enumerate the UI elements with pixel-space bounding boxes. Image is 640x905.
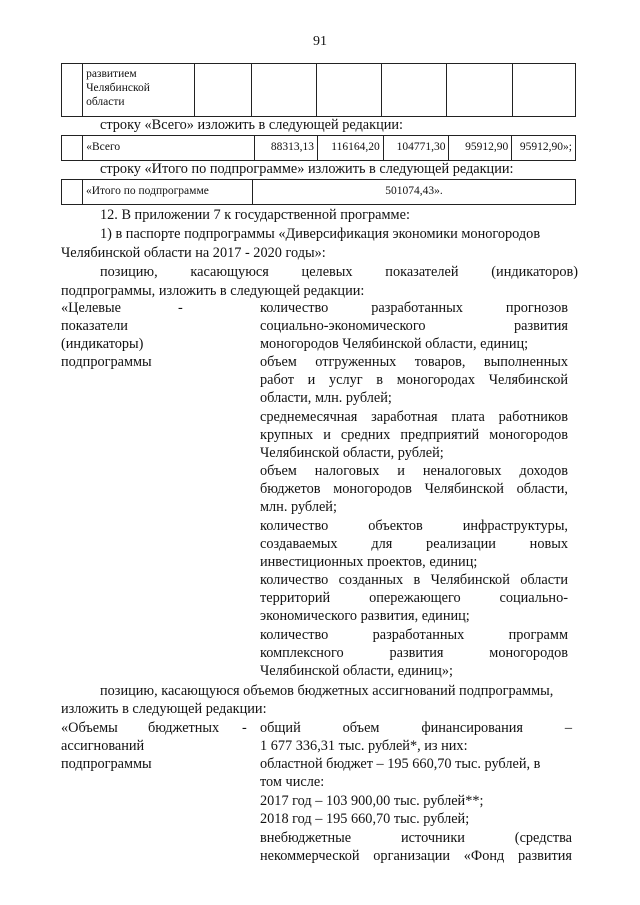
indicator-line: области, млн. рублей; <box>260 390 392 406</box>
financing-line: том числе: <box>260 774 325 790</box>
paragraph-1-line2: Челябинской области на 2017 - 2020 годы»: <box>61 245 326 261</box>
financing-line: внебюджетные источники (средства <box>260 830 572 846</box>
indicator-line: комплексного развития моногородов <box>260 645 568 661</box>
table-total-value: 104771,30 <box>383 136 449 161</box>
indicator-line: количество созданных в Челябинской области <box>260 572 568 588</box>
table-fragment-top <box>61 63 576 117</box>
financing-line: некоммерческой организации «Фонд развития <box>260 848 572 864</box>
indicator-line: крупных и средних предприятий моногородов <box>260 427 568 443</box>
page-number: 91 <box>313 34 327 49</box>
financing-line: 1 677 336,31 тыс. рублей*, из них: <box>260 738 468 754</box>
indicator-line: количество разработанных программ <box>260 627 568 643</box>
left-label-dash: - <box>178 300 183 316</box>
left-label: «Объемы <box>61 720 118 736</box>
indicator-line: млн. рублей; <box>260 499 337 515</box>
indicator-line: Челябинской области, рублей; <box>260 445 444 461</box>
indicator-line: объем отгруженных товаров, выполненных <box>260 354 568 370</box>
financing-line: 2017 год – 103 900,00 тыс. рублей**; <box>260 793 484 809</box>
left-label: показатели <box>61 318 128 334</box>
left-label: «Целевые <box>61 300 122 316</box>
left-label: бюджетных <box>148 720 220 736</box>
indicator-line: Челябинской области, единиц»; <box>260 663 453 679</box>
position1-line2: подпрограммы, изложить в следующей редакции: <box>61 283 365 299</box>
position2-line1: позицию, касающуюся объемов бюджетных ассигнований подпрограммы, <box>100 683 554 699</box>
table-total-value: 95912,90»; <box>512 136 576 161</box>
financing-line: областной бюджет – 195 660,70 тыс. рублей, в <box>260 756 541 772</box>
indicator-line: среднемесячная заработная плата работников <box>260 409 568 425</box>
indicator-line: создаваемых для реализации новых <box>260 536 568 552</box>
left-label: подпрограммы <box>61 756 152 772</box>
table-total <box>61 135 576 161</box>
indicator-line: социально-экономического развития <box>260 318 568 334</box>
financing-line: 2018 год – 195 660,70 тыс. рублей; <box>260 811 470 827</box>
table-itogo <box>61 179 576 205</box>
table-total-value: 88313,13 <box>255 136 318 161</box>
instruction-itogo: строку «Итого по подпрограмме» изложить в следующей редакции: <box>100 161 514 177</box>
indicator-line: моногородов Челябинской области, единиц; <box>260 336 529 352</box>
financing-line: общий объем финансирования – <box>260 720 572 736</box>
indicator-line: работ и услуг в моногородах Челябинской <box>260 372 568 388</box>
indicator-line: объем налоговых и неналоговых доходов <box>260 463 568 479</box>
indicator-line: бюджетов моногородов Челябинской области, <box>260 481 568 497</box>
table-total-value: 95912,90 <box>449 136 512 161</box>
left-label: подпрограммы <box>61 354 152 370</box>
table-itogo-value: 501074,43». <box>253 180 576 205</box>
left-label: (индикаторы) <box>61 336 144 352</box>
instruction-total: строку «Всего» изложить в следующей редакции: <box>100 117 403 133</box>
table-itogo-label: «Итого по подпрограмме <box>83 180 253 205</box>
position1-line1: позицию, касающуюся целевых показателей (индикаторов) <box>100 264 578 280</box>
indicator-line: инвестиционных проектов, единиц; <box>260 554 478 570</box>
position2-line2: изложить в следующей редакции: <box>61 701 267 717</box>
paragraph-1-line1: 1) в паспорте подпрограммы «Диверсификация экономики моногородов <box>100 226 541 242</box>
indicator-line: экономического развития, единиц; <box>260 608 470 624</box>
indicator-line: территорий опережающего социально- <box>260 590 568 606</box>
table-cell-text: развитием Челябинской области <box>83 64 194 117</box>
left-label-dash: - <box>242 720 247 736</box>
indicator-line: количество объектов инфраструктуры, <box>260 518 568 534</box>
table-total-label: «Всего <box>83 136 255 161</box>
paragraph-12: 12. В приложении 7 к государственной программе: <box>100 207 410 223</box>
table-total-value: 116164,20 <box>317 136 383 161</box>
left-label: ассигнований <box>61 738 145 754</box>
indicator-line: количество разработанных прогнозов <box>260 300 568 316</box>
